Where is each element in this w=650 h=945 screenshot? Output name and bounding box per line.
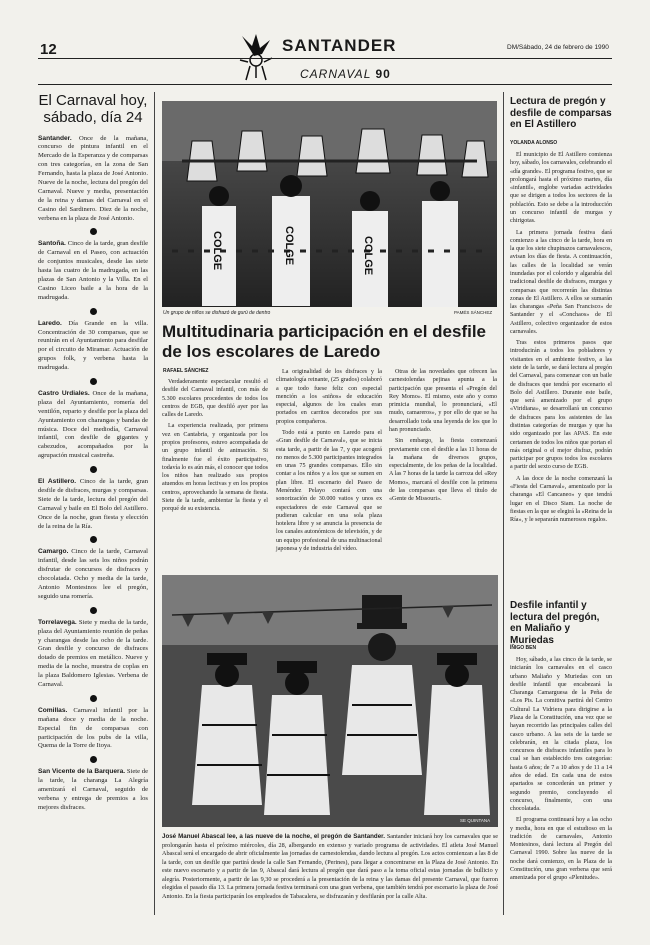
agenda-place: San Vicente de la Barquera. [38, 768, 126, 776]
maliano-article [510, 656, 612, 915]
top-photo-credit: PAMÉS SÁNCHEZ [454, 310, 493, 315]
agenda-item [38, 707, 148, 751]
bottom-photo-caption [162, 833, 498, 901]
carnival-mascot-icon [232, 30, 278, 84]
main-headline: Multitudinaria participación en el desfile de los escolares de Laredo [162, 322, 487, 361]
page-number: 12 [40, 41, 57, 58]
agenda-text: Once de la mañana, concurso de pintura infantil en el Mercado de la Esperanza y de comparsas con tres categorías, en la zona de San Fernando, hasta la plaza de José Antonio. Nueve de la noche, lectura del pregón del Carnaval. Nueve y media, presentación de la reina y damas del Carnaval en el Casino del Sardinero. Diez de la noche, verbena en la plaza de José Antonio. [38, 134, 148, 222]
article-paragraph: La experiencia realizada, por primera vez en Cantabria, y organizada por los propios profesores, estuvo acompañada de un grupo infantil de animación. Si finalmente fue el éxito participativo, todavía lo es aún más, el conocer que todos los niños han realizado sus propios atuendos en horas lectivas y en los propios centros, aprovechando la semana de fiesta. Siete de la tarde, ambientar la fiesta y el porqué de su existencia. [162, 423, 268, 513]
caption-lead: José Manuel Abascal lee, a las nueve de la noche, el pregón de Santander. [162, 833, 385, 840]
issue-date: DM/Sábado, 24 de febrero de 1990 [507, 44, 609, 51]
agenda-item [38, 768, 148, 812]
agenda-item [38, 320, 148, 373]
article-paragraph: Todo está a punto en Laredo para el «Gran desfile de Carnaval», que se inicia esta tarde, a partir de las 7, y que acogerá no menos de 5.300 participantes integrados en unas 75 grandes comparsas. Ello sin contar a los niños y a los que se sumen en plan libre. El escenario del Paseo de Menéndez Pelayo contará con una sonorización de 30.000 vatios y unos ex espectadores de este Carnaval que se pudieran calcular en una sola plaza hotelera libre y se anuncia la presencia de los canales autonómicos de televisión, y de un equipo profesional de una multinacional japonesa y de industria del vídeo. [276, 429, 382, 552]
agenda-place: Camargo. [38, 548, 69, 556]
subheader-rule [38, 84, 612, 85]
agenda-item [38, 548, 148, 601]
top-photo [162, 101, 497, 307]
agenda-item [38, 478, 148, 531]
agenda-title: El Carnaval hoy, sábado, día 24 [38, 92, 148, 127]
agenda-text: Siete y media de la tarde, plaza del Ayuntamiento reunión de peñas y charangas desde las ocho de la tarde. Gran desfile y concurso de disfraces dotado de premios en metálico. Nueve y media de la noche, muestra de coplas en la plaza Baldomero Iglesias. Verbena de Carnaval. [38, 618, 148, 689]
article-paragraph: Verdaderamente espectacular resultó el desfile del Carnaval infantil, con más de 5.300 escolares procedentes de todos los centros de EGB, que desfiló ayer por las calles de Laredo. [162, 379, 268, 419]
bottom-photo-credit: SE QUINTANA [460, 818, 491, 823]
article-paragraph: Sin embargo, la fiesta comenzará previamente con el desfile a las 11 horas de la mañana de diversos grupos, especialmente, de los peñas de la localidad. A las 7 horas de la tarde la carroza del «Rey Momo», marcará el desfile con la primera de las comparsas que lleva el título de «Gente de Missouri». [389, 438, 497, 503]
bullet-icon [90, 607, 97, 614]
astillero-byline: YOLANDA ALONSO [510, 140, 558, 146]
agenda-text: Siete de la tarde, la charanga La Alegría amenizará el Carnaval, seguido de verbena y entrega de premios a los mejores disfraces. [38, 768, 149, 811]
article-paragraph: La originalidad de los disfraces y la climatología reinante, (25 grados) colaboró a que todo fuese feliz con especial mención a los «niños» de educación especial, algunos de los cuales eran portados en carritos decorados por sus propios compañeros. [276, 369, 382, 425]
bullet-icon [90, 536, 97, 543]
agenda-text: Cinco de la tarde, gran desfile de Carnaval en el Paseo, con actuación de conjuntos musicales, desde las siete hasta las cuatro de la madrugada, en las plazas de San Antonio y la Villa. En el Casino Liceo baile a la hora de la madrugada. [38, 240, 148, 301]
article-paragraph: La primera jornada festiva dará comienzo a las cinco de la tarde, hora en la que los siete chupinazos carnavalescos, avisan los días de fiesta. A continuación, las calles de la localidad se verán inundadas por el colorido y algarabía del tradicional desfile de disfraces, murgas y comparsas que recorrerán las distintas zonas de El Astillero. A ellos se sumarán las charangas «Peña San Francisco» de Santander y el «Conchaos» de El Astillero, colectivo organizador de estos carnavales. [510, 229, 612, 335]
bottom-photo [162, 575, 498, 827]
main-article-col-3 [389, 368, 497, 507]
bullet-icon [90, 466, 97, 473]
bullet-icon [90, 378, 97, 385]
article-paragraph: A las doce de la noche comenzará la «Fiesta del Carnaval», amenizado por la charanga «El Cancaneo» y que tendrá lugar en el Disco Siam. La noche de fiestas en la que se elegirá la «Reina de la Ría», y le separarán numerosos regalos. [510, 475, 612, 524]
article-paragraph: El municipio de El Astillero comienza hoy, sábado, los carnavales, celebrando el «día grande». El programa festivo, que se prolongará hasta el próximo martes, día «infantil», englobe variadas actividades que se dirigen a todos los sectores de la población. Esto se debe a la introducción un concurso infantil de murgas y chirigotas. [510, 152, 612, 225]
main-byline: RAFAEL SÁNCHEZ [163, 368, 209, 374]
column-divider [503, 92, 504, 915]
agenda-item [38, 390, 148, 461]
agenda-item [38, 240, 148, 302]
section-label: CARNAVAL [300, 67, 372, 81]
article-paragraph: Hoy, sábado, a las cinco de la tarde, se iniciarán los carnavales en el casco urbano Maliaño y Muriedas con un desfile infantil que encabezará la Charanga Camarguesa de la Peña de «Los Pis. La comitiva partirá del Centro Cultural La Vidriera para dirigirse a la Plaza de la Constitución, una vez que se hayan recorrido las principales calles del casco urbano. A las seis de la tarde se celebrarán, en la citada plaza, los concursos de disfraces infantiles para lo cual se han establecido tres categorías: hasta 6 años; de 7 a 10 años y de 11 a 14 años de edad. En cada una de estos apartados se concederán un primer y segundo premio, concluyendo el concurso, finalmente, con una chocolatada. [510, 657, 612, 813]
hat-lettering: COLGE [362, 236, 374, 276]
agenda-text: Cinco de la tarde, gran desfile de disfraces, murgas y comparsas. Siete de la tarde, lectura del pregón del Carnaval y baile en El Bolo del Astillero. Once de la noche, gran fiesta y elección de la reina de la Ría. [38, 478, 149, 530]
top-photo-caption: Un grupo de niños se disfrazó de gurú de dentro [163, 310, 271, 316]
agenda-place: Laredo. [38, 319, 62, 327]
agenda-place: Comillas. [38, 706, 68, 714]
agenda-text: Carnaval infantil por la mañana doce y media de la noche. Especial fin de comparsas con participación de los pubs de la villa, Quema de la Torre de Itoya. [38, 706, 148, 750]
hat-lettering: COLGE [283, 226, 295, 266]
agenda-item [38, 619, 148, 690]
astillero-article [510, 151, 612, 583]
maliano-headline: Desfile infantil y lectura del pregón, en Maliaño y Muriedas [510, 600, 600, 646]
agenda-place: Santoña. [38, 240, 66, 248]
bullet-icon [90, 695, 97, 702]
article-paragraph: Tras estos primeros pasos que introducirán a todos los pobladores y visitantes en el ambiente festivo, a las siete de la tarde, se dará lectura al pregón del Carnaval, para comenzar con un baile de disfraces que tendrá por escenario el Bolo del Astillero. Durante este baile, que será amenizado por el grupo «Viridiana», se desarrollará un concurso de disfraces para los asistentes de las distintas categorías de murgas y que ha sido organizado por las APAS. En este certamen de todos los niños que portan el más original o el mejor disfraz, podrán participar por grupos todos los escolares a partir del sexto curso de EGB. [510, 340, 612, 471]
agenda-place: Torrelavega. [38, 618, 77, 626]
hat-lettering: COLGE [211, 231, 223, 271]
agenda-place: Santander. [38, 134, 72, 142]
section-year: 90 [375, 67, 391, 81]
bullet-icon [90, 228, 97, 235]
agenda-text: Once de la mañana, plaza del Ayuntamiento, romería del ventilón, reparto y desfile por la plaza del Ayuntamiento con charangas y bandas de música. Doce del mediodía, Carnaval infantil, con desfile de gigantes y cabezudos, acompañados por la agrupación musical castreña. [38, 389, 148, 460]
agenda-column [38, 92, 148, 817]
agenda-item [38, 135, 148, 224]
agenda-text: Día Grande en la villa. Concentración de 30 comparsas, que se reunirán en el Ayuntamiento para desfilar por el circuito de Miramar. Actuación de grupos folk, y verbena hasta la madrugada. [38, 319, 148, 372]
bullet-icon [90, 308, 97, 315]
article-paragraph: El programa continuará hoy a las ocho y media, hora en que el estudioso en la tradición de carnavales, Antonio Montesinos, dará lectura al Pregón del Carnaval 1990. Sobre las nueve de la noche dará comienzo, en la Plaza de la Constitución, una gran verbena que será amenizada por el grupo «Plenitude». [510, 817, 612, 882]
maliano-byline: ÍÑIGO BEN [510, 645, 537, 651]
main-article-col-2 [276, 368, 382, 556]
column-divider [154, 92, 155, 915]
section-name [300, 67, 391, 81]
agenda-place: El Astillero. [38, 478, 77, 486]
agenda-place: Castro Urdiales. [38, 389, 90, 397]
agenda-text: Cinco de la tarde, Carnaval infantil, desde las seis los niños podrán disfrutar de concursos de disfraces y chocolatada. Ocho y media de la tarde, Antonio Montesinos lee el pregón, seguido una romería. [38, 548, 148, 600]
bullet-icon [90, 756, 97, 763]
astillero-headline: Lectura de pregón y desfile de comparsas en El Astillero [510, 96, 612, 130]
article-paragraph: Otras de las novedades que ofrecen las carnestolendas pejinas apunta a la participación que presenta el «Pregón del Rey Momo». El mismo, este año y como primicia mundial, lo pronunciará, «El mudo, camareros», y por ello de que se ha desarrollado toda una leyenda de los que lo han pronunciado. [389, 369, 497, 433]
city-title: SANTANDER [282, 36, 397, 55]
caption-text: Santander iniciará hoy los carnavales que se prolongarán hasta el próximo miércoles, día 28, albergando en extenso y variado programa de actividades. El atleta José Manuel Abascal será el encargado de abrir oficialmente las jornadas de carnestolendas, dando lectura al pregón. Los actos comienzan a las 8 de la tarde, con un desfile que partirá desde la calle San Fernando, (Perines), para llegar a concentrarse en la Plaza de José Antonio. En este nuevo escenario y a partir de las 9, Abascal dará lectura al pregón que dará paso a la toma oficial estas jornadas de bullicio y alegría. Posteriormente, a partir de las 9,30 se procederá a la presentación de la reina y las damas del presente Carnaval, que fueron elegidas el pasado día 13. La primera jornada festiva terminará con una gran verbena, que también tendrá por escenario la plaza de José Antonio. En la fiesta participarán los empleados de Tabacalera, se disfrazarán y desfilarán por la calle Alta. [162, 833, 499, 900]
main-article-col-1 [162, 378, 268, 517]
header-rule [38, 58, 612, 59]
